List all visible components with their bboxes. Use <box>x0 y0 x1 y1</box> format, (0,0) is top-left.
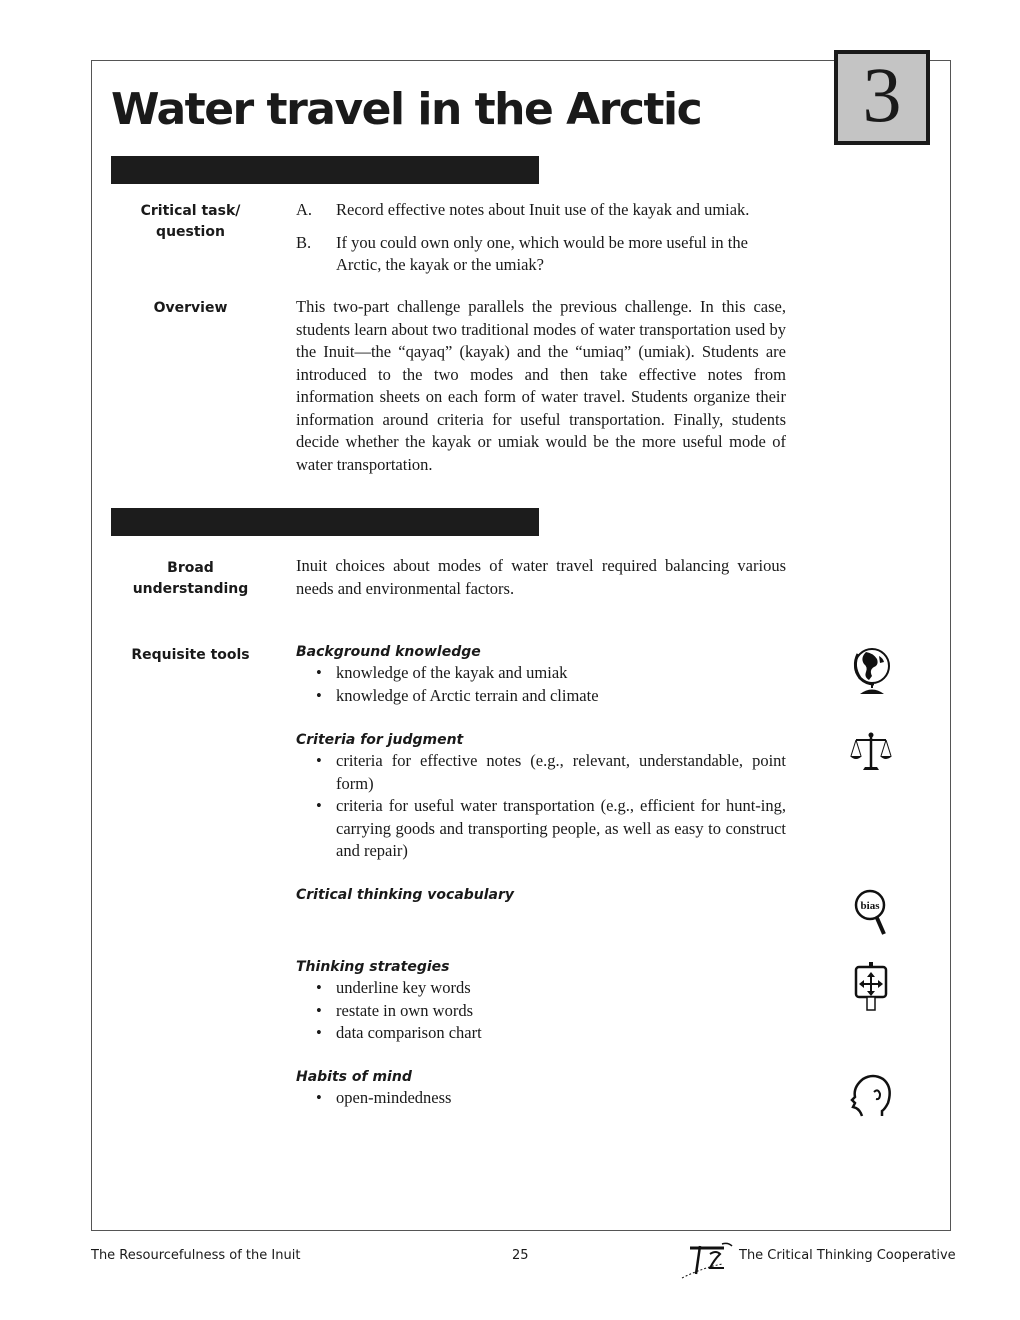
criteria-for-judgment-heading: Criteria for judgment <box>296 732 464 748</box>
list-item: • data comparison chart <box>316 1023 482 1042</box>
task-letter: B. <box>296 232 312 252</box>
head-icon <box>848 1070 894 1122</box>
scales-icon <box>848 728 894 780</box>
overview-text: This two-part challenge parallels the previous challenge. In this case, students learn about two traditional modes of water transportation used by the Inuit—the “qayaq” (kayak) and the “umiaq” (umiak). Students are introduced to the two modes and then take effective notes from information sheets on each form of water travel. Students organize their information around criteria for useful transportation. Finally, students decide whether the kayak or umiak would be the more useful mode of water transportation. <box>296 297 786 474</box>
list-item: • open-mindedness <box>316 1088 452 1107</box>
task-item <box>296 199 786 222</box>
tc2-logo-icon <box>680 1240 738 1282</box>
list-item: • criteria for effective notes (e.g., relevant, understandable, point form) <box>316 751 786 793</box>
signpost-icon <box>848 960 894 1012</box>
background-knowledge-heading: Background knowledge <box>296 644 481 660</box>
criteria-for-judgment-section <box>296 730 786 863</box>
chapter-number: 3 <box>862 50 902 138</box>
background-knowledge-list <box>296 662 786 707</box>
critical-task-label: Critical task/ question <box>140 203 241 240</box>
list-item: • underline key words <box>316 978 471 997</box>
magnifier-icon <box>848 886 894 938</box>
globe-icon <box>848 644 894 696</box>
footer-page-number: 25 <box>512 1248 529 1263</box>
critical-thinking-vocabulary-heading: Critical thinking vocabulary <box>296 887 515 903</box>
habits-of-mind-list <box>296 1087 786 1110</box>
broad-understanding-text: Inuit choices about modes of water travel required balancing various needs and environmental factors. <box>296 556 786 598</box>
task-text: If you could own only one, which would be more useful in the Arctic, the kayak or the umiak? <box>336 232 748 274</box>
thinking-strategies-section <box>296 957 786 1045</box>
footer-publisher: The Critical Thinking Cooperative <box>739 1248 956 1263</box>
criteria-for-judgment-list <box>296 750 786 863</box>
critical-task-list <box>296 199 786 277</box>
broad-understanding-label: Broad understanding <box>132 560 249 597</box>
habits-of-mind-heading: Habits of mind <box>296 1069 412 1085</box>
section-bar-middle <box>111 508 539 536</box>
thinking-strategies-list <box>296 977 786 1045</box>
task-item <box>296 232 786 277</box>
svg-text:bias: bias <box>860 900 880 912</box>
list-item: • criteria for useful water transportation (e.g., efficient for hunt-ing, carrying goods and transporting people, as well as easy to construct and repair) <box>316 796 786 860</box>
list-item: • knowledge of the kayak and umiak <box>316 663 568 682</box>
footer-book-title: The Resourcefulness of the Inuit <box>91 1248 301 1263</box>
section-bar-top <box>111 156 539 184</box>
task-text: Record effective notes about Inuit use of the kayak and umiak. <box>336 200 750 219</box>
page-title: Water travel in the Arctic <box>111 84 702 135</box>
background-knowledge-section <box>296 642 786 707</box>
overview-label: Overview <box>153 300 228 316</box>
chapter-number-box <box>834 50 930 145</box>
requisite-tools-label: Requisite tools <box>131 647 250 663</box>
habits-of-mind-section <box>296 1067 786 1110</box>
thinking-strategies-heading: Thinking strategies <box>296 959 450 975</box>
task-letter: A. <box>296 200 313 219</box>
list-item: • restate in own words <box>316 1000 474 1020</box>
critical-thinking-vocabulary-section <box>296 885 786 905</box>
list-item: • knowledge of Arctic terrain and climate <box>316 685 599 705</box>
